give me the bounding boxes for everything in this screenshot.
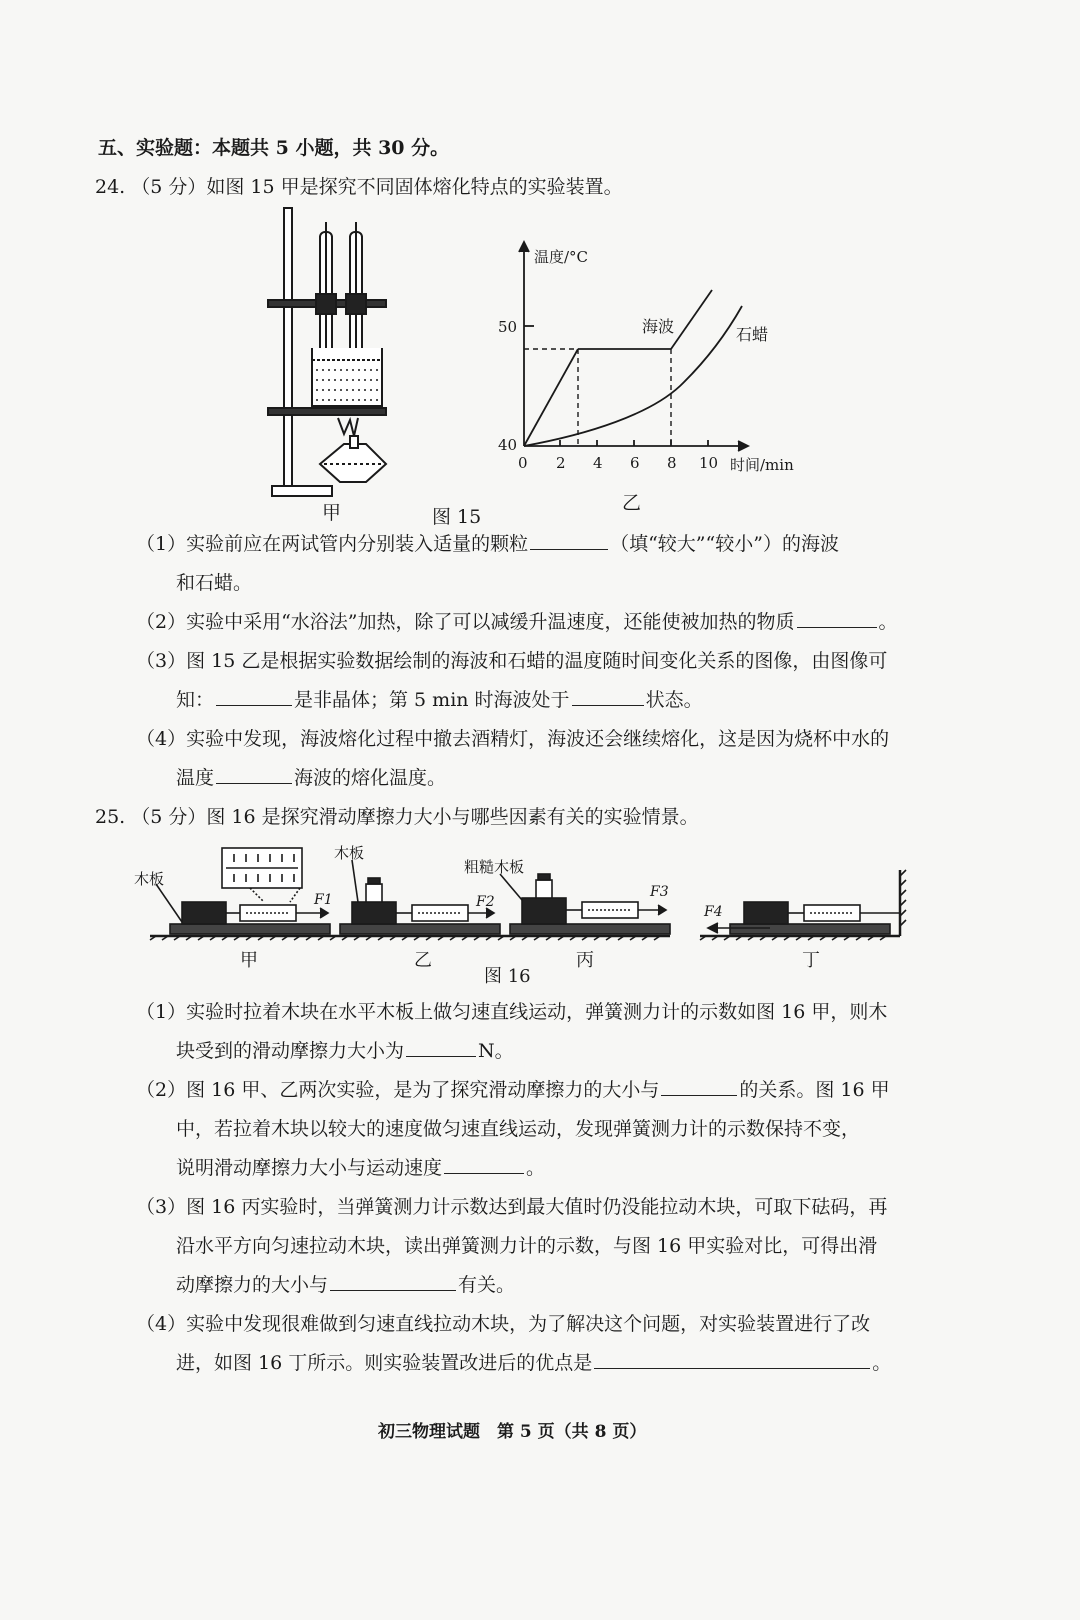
figure-16-rough-board-label: 粗糙木板 (464, 858, 525, 876)
graph-x-axis-label: 时间/min (730, 456, 794, 474)
q25-part2-text: （2）图 16 甲、乙两次实验，是为了探究滑动摩擦力的大小与 (136, 1079, 660, 1101)
q25-part1-line1: （1）实验时拉着木块在水平木板上做匀速直线运动，弹簧测力计的示数如图 16 甲，则木 (136, 1001, 888, 1023)
q24-part1-text: （1）实验前应在两试管内分别装入适量的颗粒 (136, 533, 529, 555)
figure-16-board-label: 木板 (334, 844, 365, 862)
q24-part4-line2 (176, 764, 446, 792)
q24-part2-text: （2）实验中采用“水浴法”加热，除了可以减缓升温速度，还能使被加热的物质 (136, 611, 795, 633)
answer-blank[interactable] (594, 1350, 870, 1369)
q25-part1-text: N。 (478, 1040, 514, 1062)
answer-blank[interactable] (406, 1038, 476, 1057)
q25-part2-line2: 中，若拉着木块以较大的速度做匀速直线运动，发现弹簧测力计的示数保持不变， (176, 1118, 861, 1140)
figure-15-label-yi: 乙 (622, 492, 642, 514)
figure-16-sub-label: 甲 (240, 950, 258, 971)
figure-16-sub-label: 丙 (576, 950, 594, 971)
q24-part3-text: 是非晶体；第 5 min 时海波处于 (294, 689, 570, 711)
graph-y-tick: 40 (498, 436, 518, 454)
q24-part2 (136, 608, 898, 636)
q25-part3-line3 (176, 1271, 515, 1299)
graph-x-tick: 8 (667, 454, 677, 472)
q25-part2-text: 说明滑动摩擦力大小与运动速度 (176, 1157, 443, 1179)
q25-part4-line2 (176, 1349, 891, 1377)
answer-blank[interactable] (661, 1077, 737, 1096)
answer-blank[interactable] (530, 531, 608, 550)
answer-blank[interactable] (444, 1155, 524, 1174)
q25-part3-line2: 沿水平方向匀速拉动木块，读出弹簧测力计的示数，与图 16 甲实验对比，可得出滑 (176, 1235, 878, 1257)
graph-x-tick: 2 (556, 454, 566, 472)
q25-stem: 25. （5 分）图 16 是探究滑动摩擦力大小与哪些因素有关的实验情景。 (95, 806, 699, 828)
q24-part1-line2: 和石蜡。 (176, 572, 253, 594)
q24-part3-text: 知： (176, 689, 215, 711)
figure-16-caption: 图 16 (484, 966, 531, 987)
figure-15-graph (490, 236, 810, 476)
q24-stem: 24. （5 分）如图 15 甲是探究不同固体熔化特点的实验装置。 (95, 176, 623, 198)
q24-part1-line1 (136, 530, 839, 558)
answer-blank[interactable] (572, 687, 644, 706)
q24-part3-text: 状态。 (645, 689, 703, 711)
figure-16-board-label: 木板 (134, 870, 165, 888)
figure-16-sub-label: 丁 (802, 950, 820, 971)
q25-part1-text: 块受到的滑动摩擦力大小为 (176, 1040, 405, 1062)
graph-x-tick: 6 (630, 454, 640, 472)
answer-blank[interactable] (216, 765, 292, 784)
force-label: F2 (476, 894, 495, 910)
figure-16 (130, 840, 920, 990)
q24-part4-text: 海波的熔化温度。 (294, 767, 447, 789)
q24-part1-text: （填“较大”“较小”）的海波 (610, 533, 839, 555)
q24-part4-text: 温度 (176, 767, 215, 789)
graph-x-tick: 10 (699, 454, 719, 472)
force-label: F1 (314, 892, 333, 908)
q25-part4-text: 。 (872, 1352, 892, 1374)
q25-part1-line2 (176, 1037, 514, 1065)
graph-x-tick: 0 (518, 454, 528, 472)
q24-part3-line2 (176, 686, 703, 714)
page-footer: 初三物理试题 第 5 页（共 8 页） (378, 1422, 647, 1442)
graph-x-tick: 4 (593, 454, 603, 472)
answer-blank[interactable] (216, 687, 292, 706)
q25-part3-text: 动摩擦力的大小与 (176, 1274, 329, 1296)
q24-part3-line1: （3）图 15 乙是根据实验数据绘制的海波和石蜡的温度随时间变化关系的图像，由图像可 (136, 650, 888, 672)
figure-16-sub-label: 乙 (414, 950, 432, 971)
graph-y-tick: 50 (498, 318, 518, 336)
graph-curve-label-hypo: 海波 (642, 317, 675, 336)
q24-part4-line1: （4）实验中发现，海波熔化过程中撤去酒精灯，海波还会继续熔化，这是因为烧杯中水的 (136, 728, 890, 750)
q25-part3-line1: （3）图 16 丙实验时，当弹簧测力计示数达到最大值时仍没能拉动木块，可取下砝码，再 (136, 1196, 888, 1218)
q25-part4-line1: （4）实验中发现很难做到匀速直线拉动木块，为了解决这个问题，对实验装置进行了改 (136, 1313, 871, 1335)
graph-y-axis-label: 温度/°C (534, 248, 589, 266)
q25-part3-text: 有关。 (458, 1274, 516, 1296)
q25-part2-line1 (136, 1076, 890, 1104)
answer-blank[interactable] (797, 609, 877, 628)
q25-part2-line3 (176, 1154, 545, 1182)
section-title: 五、实验题：本题共 5 小题，共 30 分。 (98, 137, 450, 159)
graph-curve-label-paraffin: 石蜡 (736, 325, 769, 344)
q25-part2-text: 。 (526, 1157, 546, 1179)
q25-part4-text: 进，如图 16 丁所示。则实验装置改进后的优点是 (176, 1352, 593, 1374)
q24-part2-text: 。 (878, 611, 898, 633)
figure-15-label-jia: 甲 (322, 502, 342, 524)
force-label: F4 (704, 904, 723, 920)
figure-15-apparatus (258, 202, 408, 502)
force-label: F3 (650, 884, 669, 900)
figure-15-caption: 图 15 (432, 506, 482, 528)
answer-blank[interactable] (330, 1272, 456, 1291)
q25-part2-text: 的关系。图 16 甲 (739, 1079, 890, 1101)
